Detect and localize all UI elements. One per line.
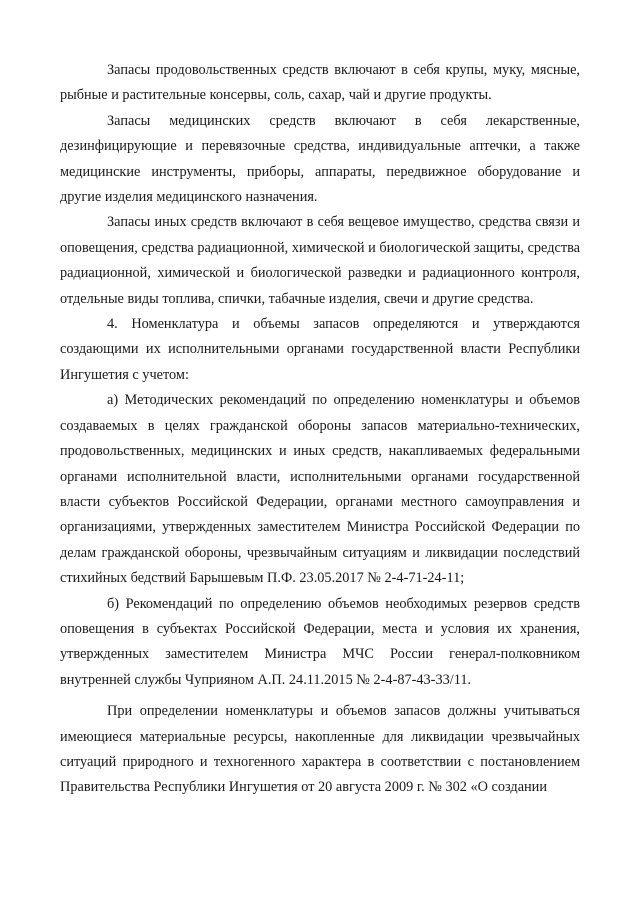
paragraph-determination: При определении номенклатуры и объемов запасов должны учитываться имеющиеся материальные ресурсы, накопленные для ликвидации чрезвычайных ситуаций природного и техногенного характера в соответствии с постановлением Правительства Республики Ингушетия от 20 августа 2009 г. № 302 «О создании bbox=[60, 703, 580, 796]
paragraph-food-reserves: Запасы продовольственных средств включают в себя крупы, муку, мясные, рыбные и растительные консервы, соль, сахар, чай и другие продукты. bbox=[60, 62, 580, 104]
document-page bbox=[60, 58, 580, 801]
paragraph-item-4: 4. Номенклатура и объемы запасов определяются и утверждаются создающими их исполнительными органами государственной власти Республики Ингушетия с учетом: bbox=[60, 316, 580, 383]
paragraph-item-b: б) Рекомендаций по определению объемов необходимых резервов средств оповещения в субъектах Российской Федерации, места и условия их хранения, утвержденных заместителем Министра МЧС России генерал-полковником внутренней службы Чуприяном А.П. 24.11.2015 № 2-4-87-43-33/11. bbox=[60, 595, 580, 688]
paragraph-medical-reserves: Запасы медицинских средств включают в себя лекарственные, дезинфицирующие и перевязочные средства, индивидуальные аптечки, а также медицинские инструменты, приборы, аппараты, передвижное оборудование и другие изделия медицинского назначения. bbox=[60, 112, 580, 206]
paragraph-item-a: а) Методических рекомендаций по определению номенклатуры и объемов создаваемых в целях гражданской обороны запасов материально-технических, продовольственных, медицинских и иных средств, накапливаемых федеральными органами исполнительной власти, исполнительными органами государственной власти субъектов Российской Федерации, органами местного самоуправления и организациями, утвержденных заместителем Министра Российской Федерации по делам гражданской обороны, чрезвычайным ситуациям и ликвидации последствий стихийных бедствий Барышевым П.Ф. 23.05.2017 № 2-4-71-24-11; bbox=[60, 392, 580, 587]
paragraph-other-reserves: Запасы иных средств включают в себя вещевое имущество, средства связи и оповещения, средства радиационной, химической и биологической защиты, средства радиационной, химической и биологической разведки и радиационного контроля, отдельные виды топлива, спички, табачные изделия, свечи и другие средства. bbox=[60, 214, 580, 307]
